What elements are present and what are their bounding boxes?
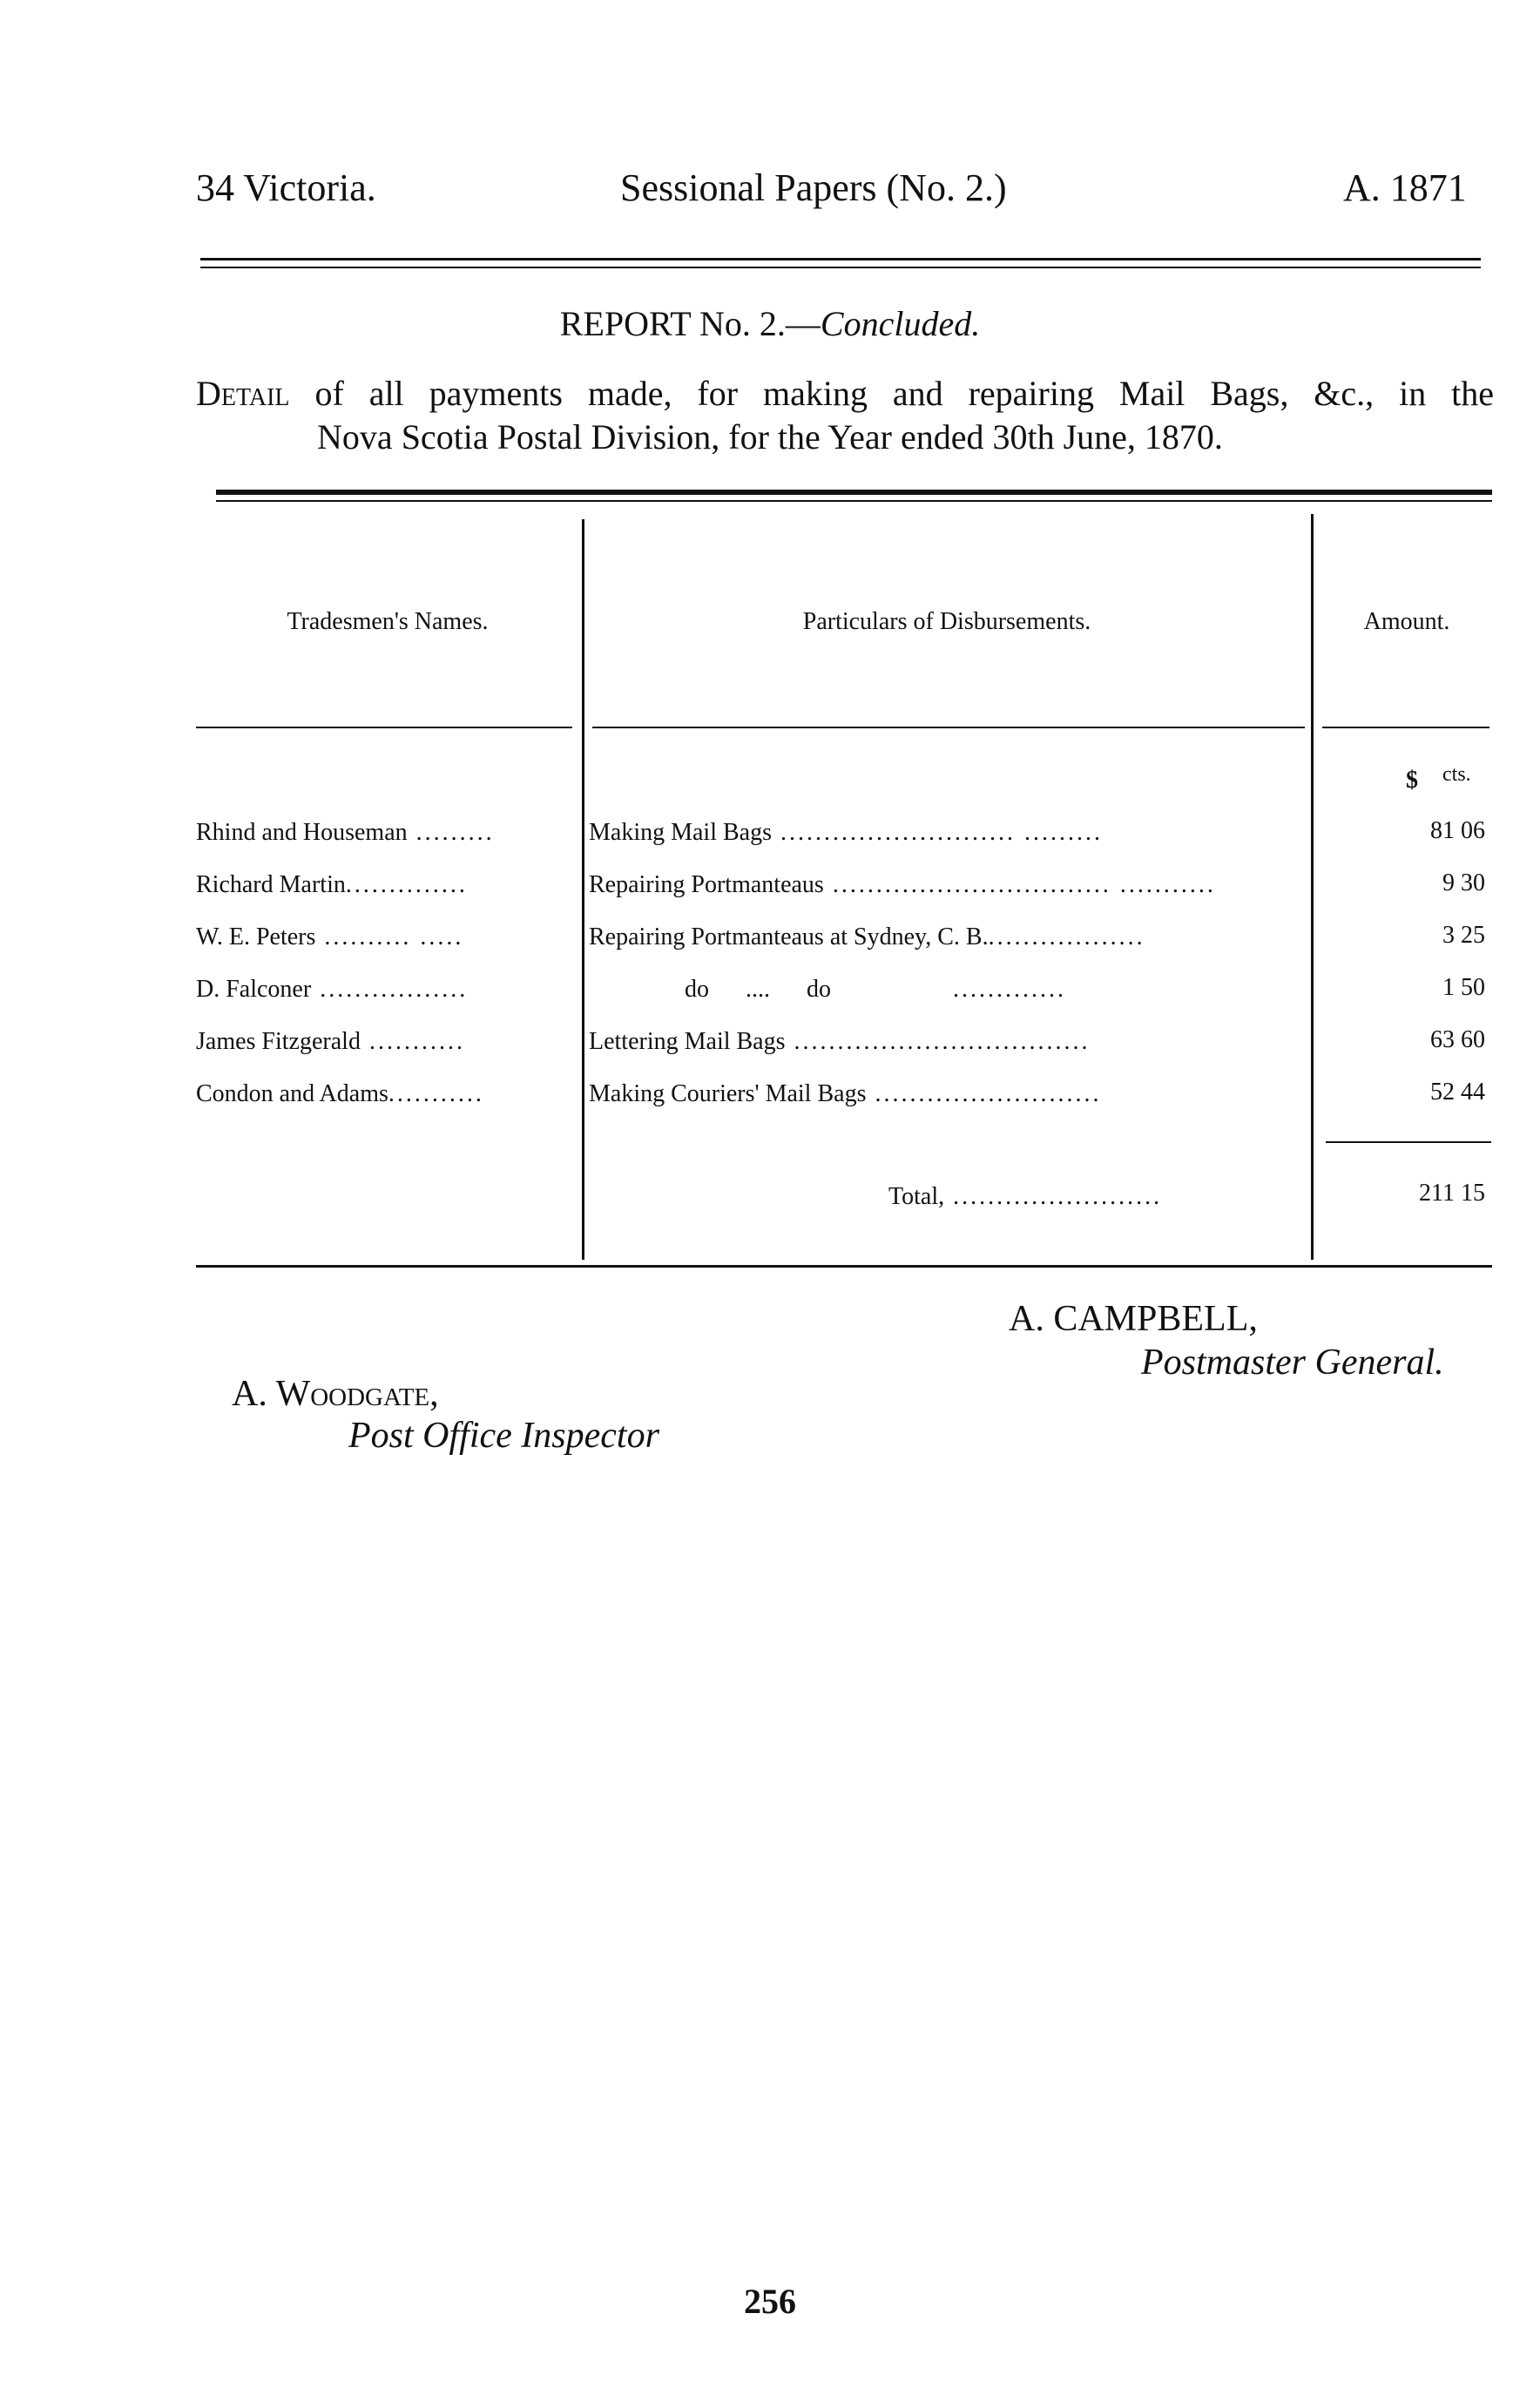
header-underline-amount — [1322, 727, 1489, 728]
table-row-amount: 52 44 — [1430, 1079, 1485, 1106]
total-amount: 211 15 — [1419, 1180, 1485, 1207]
table-row-particulars: Lettering Mail Bags .................................. — [589, 1028, 1091, 1055]
report-title-italic: Concluded. — [820, 304, 981, 343]
signature-left-title: Post Office Inspector — [348, 1416, 659, 1456]
table-row-name: Rhind and Houseman ......... — [196, 819, 495, 846]
total-row: Total, ........................ — [888, 1183, 1163, 1210]
detail-line-1 — [196, 373, 1494, 414]
header-underline-particulars — [592, 727, 1305, 728]
table-bottom-rule — [196, 1265, 1492, 1268]
table-row-particulars: Repairing Portmanteaus ................................ ........... — [589, 871, 1216, 898]
signature-right-name: A. CAMPBELL, — [1009, 1299, 1258, 1339]
report-title-main: REPORT No. 2.— — [559, 304, 821, 343]
signature-left-name: A. Woodgate, — [232, 1374, 439, 1414]
column-divider-1 — [582, 519, 584, 1260]
table-row-name: W. E. Peters .......... ..... — [196, 923, 464, 950]
header-rule-top — [200, 258, 1481, 260]
table-row-amount: 63 60 — [1430, 1026, 1485, 1053]
table-row-name: James Fitzgerald ........... — [196, 1028, 465, 1055]
table-row-amount: 9 30 — [1442, 869, 1485, 896]
currency-unit-dollars: $ — [1406, 767, 1418, 794]
header-underline-names — [196, 727, 572, 728]
table-row-amount: 1 50 — [1442, 974, 1485, 1001]
table-row-particulars: do .... do ............. — [685, 976, 1066, 1003]
table-top-rule-thick — [216, 490, 1492, 495]
detail-line-2: Nova Scotia Postal Division, for the Year ended 30th June, 1870. — [317, 417, 1223, 457]
table-row-name: D. Falconer ................. — [196, 976, 469, 1003]
table-top-rule-thin — [216, 500, 1492, 502]
detail-line1-rest: of all payments made, for making and repairing Mail Bags, &c., in the — [314, 374, 1494, 413]
signature-right-title: Postmaster General. — [1141, 1343, 1444, 1383]
table-row-particulars: Making Mail Bags ........................... ......... — [589, 819, 1103, 846]
total-label: Total, — [888, 1183, 945, 1210]
header-right: A. 1871 — [1343, 166, 1467, 209]
table-row-name: Richard Martin.............. — [196, 871, 468, 898]
currency-unit-cents: cts. — [1442, 763, 1471, 786]
table-row-amount: 81 06 — [1430, 817, 1485, 844]
header-particulars: Particulars of Disbursements. — [802, 608, 1091, 635]
table-row-name: Condon and Adams........... — [196, 1080, 484, 1107]
table-row-particulars: Repairing Portmanteaus at Sydney, C. B................... — [589, 923, 1145, 950]
page-number: 256 — [744, 2282, 796, 2321]
report-title — [0, 303, 1540, 344]
header-names: Tradesmen's Names. — [287, 608, 489, 635]
header-amount: Amount. — [1363, 608, 1450, 635]
header-rule-bottom — [200, 267, 1481, 268]
table-row-amount: 3 25 — [1442, 922, 1485, 949]
header-left: 34 Victoria. — [196, 166, 376, 209]
table-row-particulars: Making Couriers' Mail Bags .......................... — [589, 1080, 1102, 1107]
total-rule — [1326, 1141, 1491, 1143]
detail-lead: Detail — [196, 374, 290, 413]
header-center: Sessional Papers (No. 2.) — [620, 166, 1007, 209]
